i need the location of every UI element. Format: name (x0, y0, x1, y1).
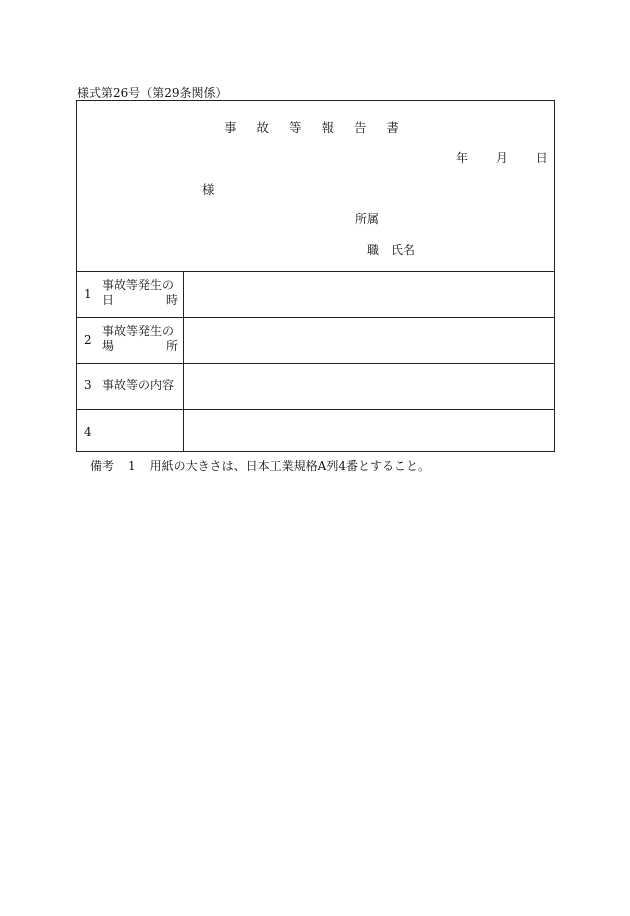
position-name-line (367, 241, 415, 258)
report-title: 事 故 等 報 告 書 (224, 120, 407, 135)
date-month-label: 月 (495, 151, 508, 165)
row-label-line1: 事故等発生の (102, 324, 175, 338)
position-label: 職 (367, 243, 380, 257)
affiliation-label: 所属 (355, 212, 380, 226)
row-label-place-char-2: 所 (165, 339, 178, 353)
name-label: 氏名 (391, 243, 416, 257)
remark-note (90, 457, 430, 474)
row-label-line2 (102, 293, 178, 308)
form-number: 様式第26号（第29条関係） (77, 86, 228, 100)
report-form-frame (76, 100, 555, 452)
date-year-label: 年 (456, 151, 469, 165)
table-row-occurrence-datetime (77, 272, 554, 318)
addressee-suffix: 様 (202, 182, 215, 197)
remark-label: 備考 (90, 459, 115, 473)
row-label-cell (77, 364, 184, 409)
table-row-occurrence-place (77, 318, 554, 364)
row-label-cell (77, 318, 184, 363)
table-row-incident-content (77, 364, 554, 410)
row-label-cell (77, 272, 184, 317)
row-label-cell (77, 410, 184, 452)
row-label (102, 324, 178, 354)
report-header-block (77, 101, 554, 272)
row-number: 1 (84, 287, 92, 301)
row-label-time-char: 時 (165, 293, 178, 307)
row-number: 2 (84, 333, 92, 347)
remark-text: 用紙の大きさは、日本工業規格A列4番とすること。 (149, 459, 430, 473)
table-row-4 (77, 410, 554, 452)
remark-number: 1 (128, 459, 136, 473)
row-label-line1: 事故等発生の (102, 278, 175, 292)
date-line (456, 149, 548, 166)
date-day-label: 日 (535, 151, 548, 165)
row-label-place-char-1: 場 (102, 339, 115, 353)
row-number: 3 (84, 378, 92, 392)
row-label (102, 278, 178, 308)
row-label: 事故等の内容 (102, 378, 175, 392)
row-number: 4 (84, 425, 92, 439)
row-label-day-char: 日 (102, 293, 115, 307)
row-label-line2 (102, 339, 178, 354)
